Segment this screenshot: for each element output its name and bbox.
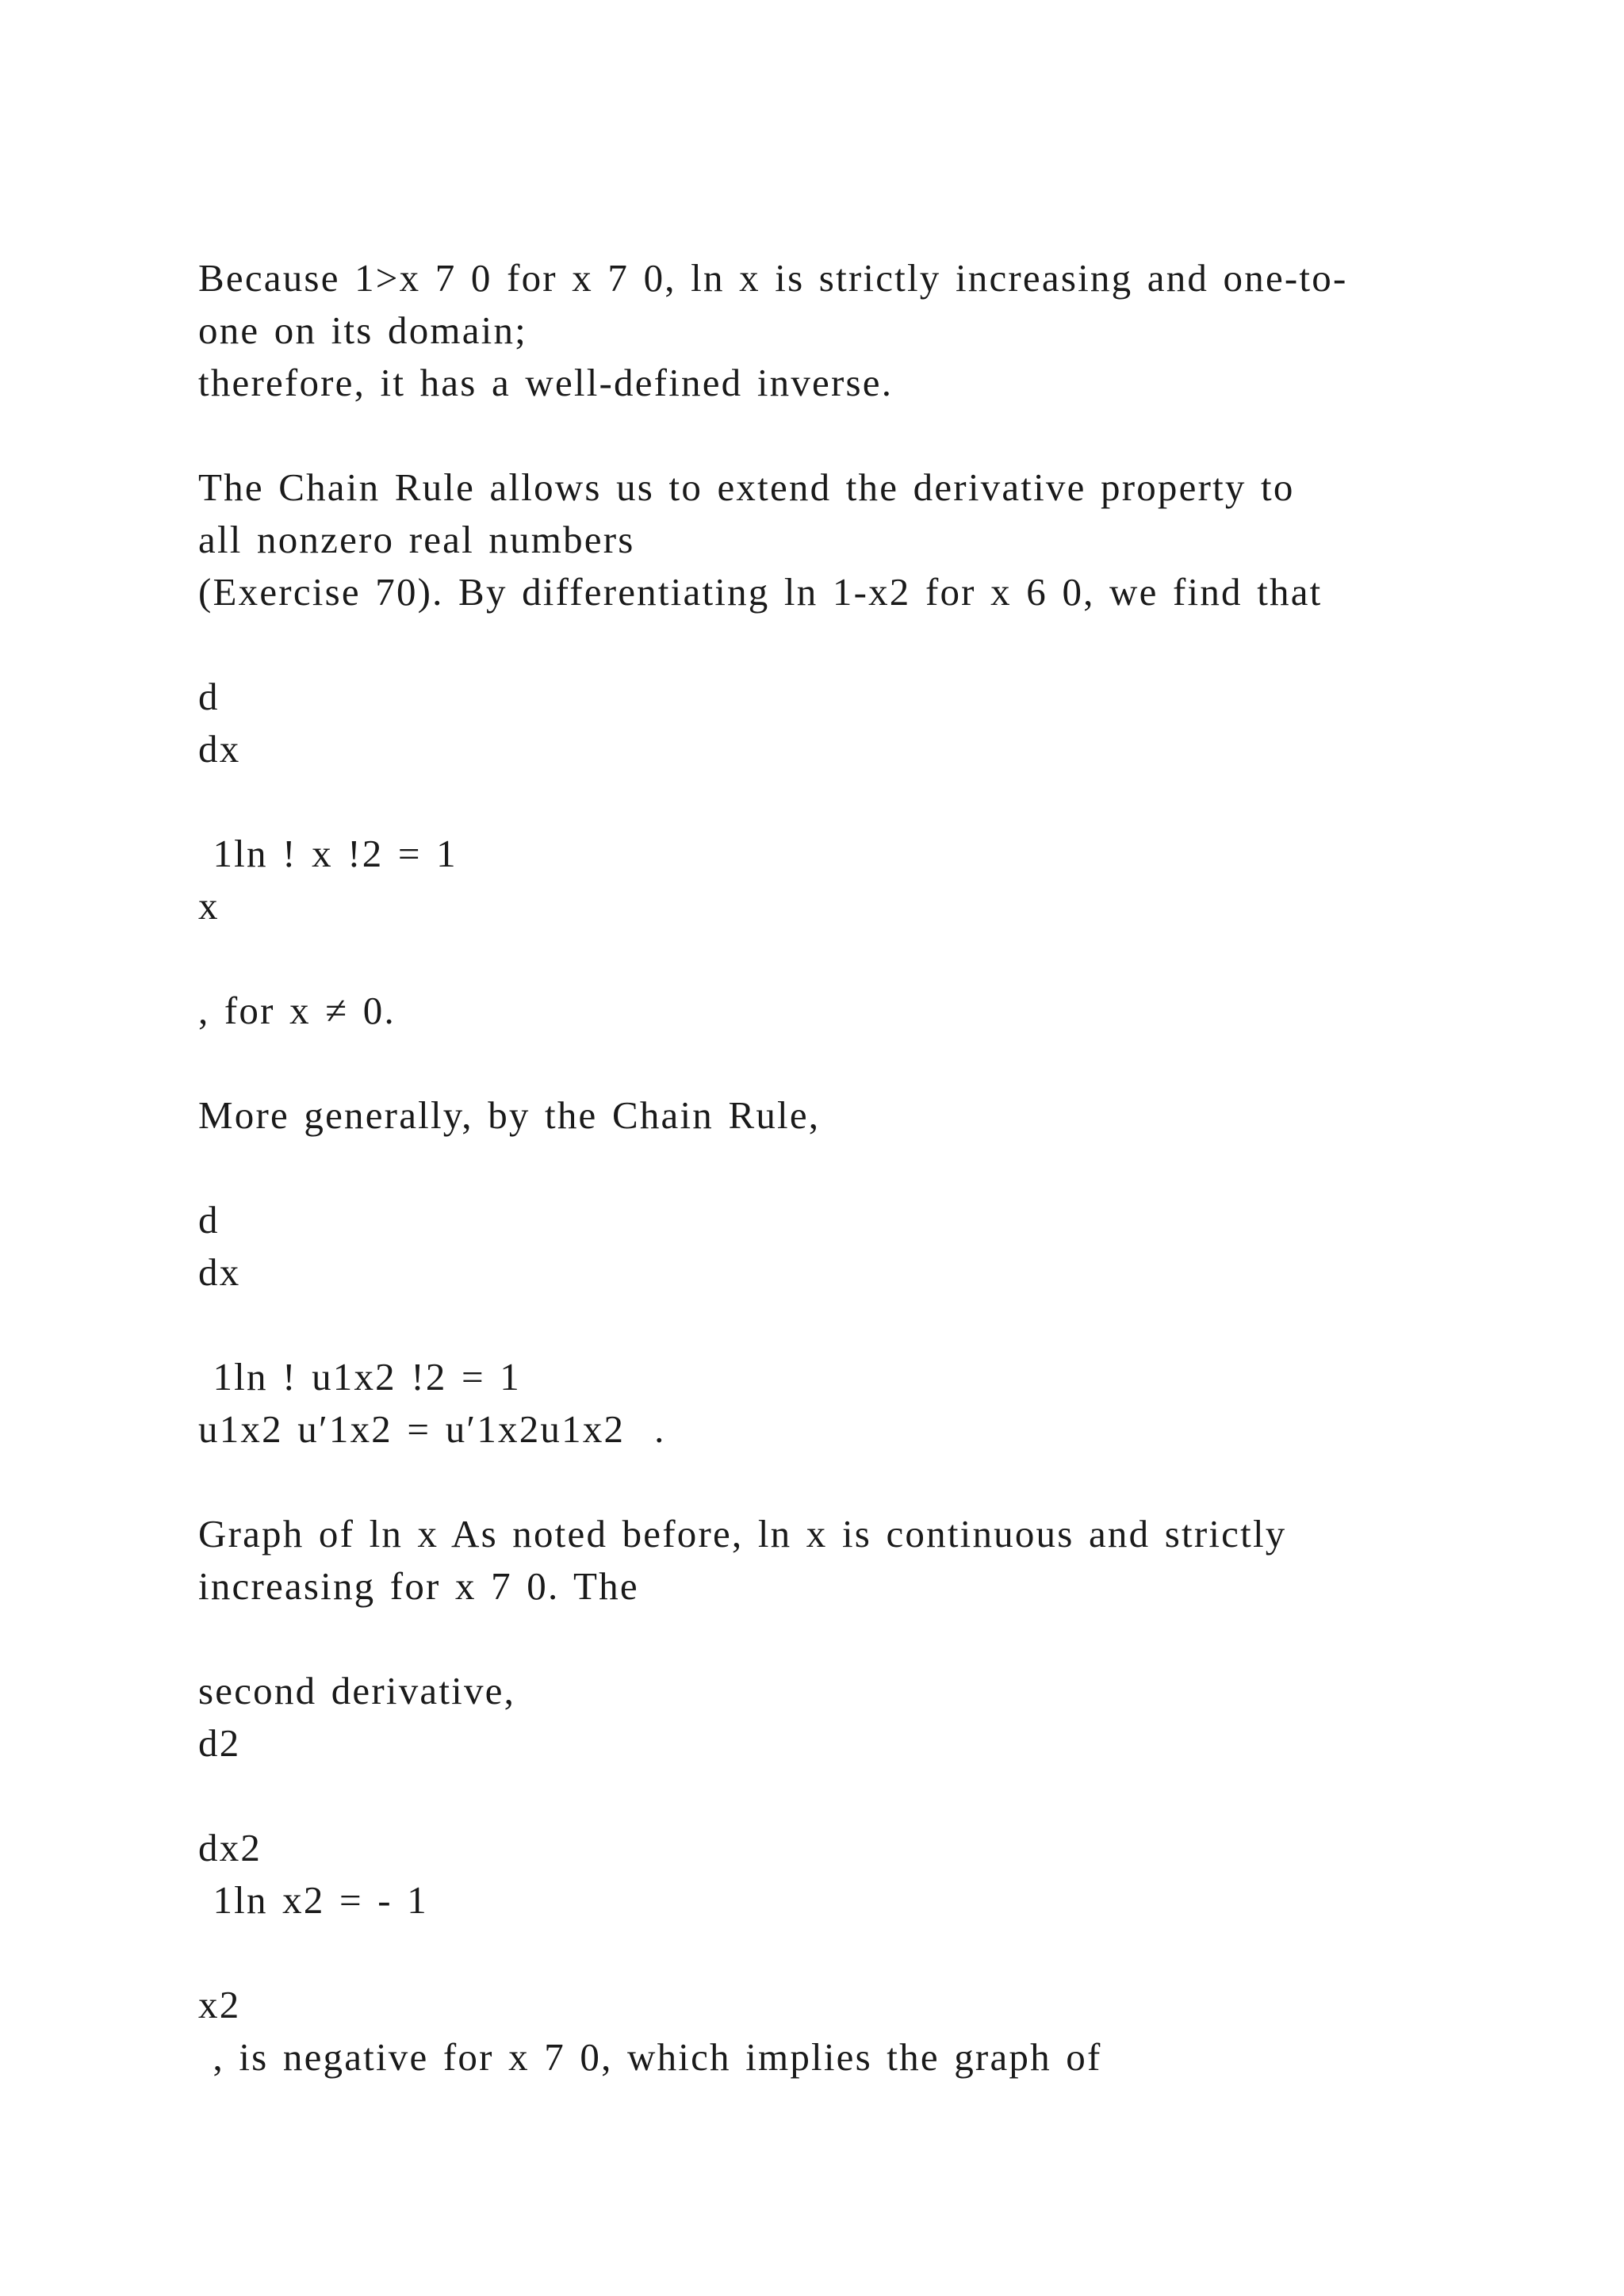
text-line: one on its domain;: [198, 308, 527, 352]
text-line: , for x ≠ 0.: [198, 989, 396, 1032]
text-line: Because 1>x 7 0 for x 7 0, ln x is strictly increasing and one-to-: [198, 256, 1348, 300]
text-line: all nonzero real numbers: [198, 518, 635, 561]
text-line: x2: [198, 1983, 241, 2026]
blank-line: [198, 1613, 1507, 1665]
text-line: dx: [198, 727, 241, 771]
text-line: x: [198, 884, 220, 928]
text-line: 1ln ! u1x2 !2 = 1: [198, 1355, 521, 1399]
blank-line: [198, 1142, 1507, 1194]
blank-line: [198, 1770, 1507, 1822]
text-line: d2: [198, 1721, 241, 1765]
text-line: The Chain Rule allows us to extend the derivative property to: [198, 465, 1295, 509]
text-line: d: [198, 1198, 220, 1242]
text-line: second derivative,: [198, 1669, 516, 1712]
text-line: , is negative for x 7 0, which implies the graph of: [198, 2035, 1102, 2079]
blank-line: [198, 1927, 1507, 1979]
blank-line: [198, 618, 1507, 671]
blank-line: [198, 1299, 1507, 1351]
blank-line: [198, 409, 1507, 461]
text-line: More generally, by the Chain Rule,: [198, 1093, 821, 1137]
text-line: 1ln x2 = - 1: [198, 1878, 428, 1922]
blank-line: [198, 1456, 1507, 1508]
text-line: u1x2 u′1x2 = u′1x2u1x2 .: [198, 1407, 666, 1451]
text-line: Graph of ln x As noted before, ln x is continuous and strictly: [198, 1512, 1287, 1556]
text-line: increasing for x 7 0. The: [198, 1564, 639, 1608]
document-body: [198, 252, 1507, 2084]
text-line: (Exercise 70). By differentiating ln 1-x2 for x 6 0, we find that: [198, 570, 1323, 614]
text-line: 1ln ! x !2 = 1: [198, 832, 458, 875]
blank-line: [198, 1037, 1507, 1089]
blank-line: [198, 775, 1507, 828]
blank-line: [198, 932, 1507, 985]
text-line: dx: [198, 1250, 241, 1294]
text-line: d: [198, 675, 220, 718]
text-line: therefore, it has a well-defined inverse.: [198, 361, 894, 404]
text-line: dx2: [198, 1826, 262, 1869]
